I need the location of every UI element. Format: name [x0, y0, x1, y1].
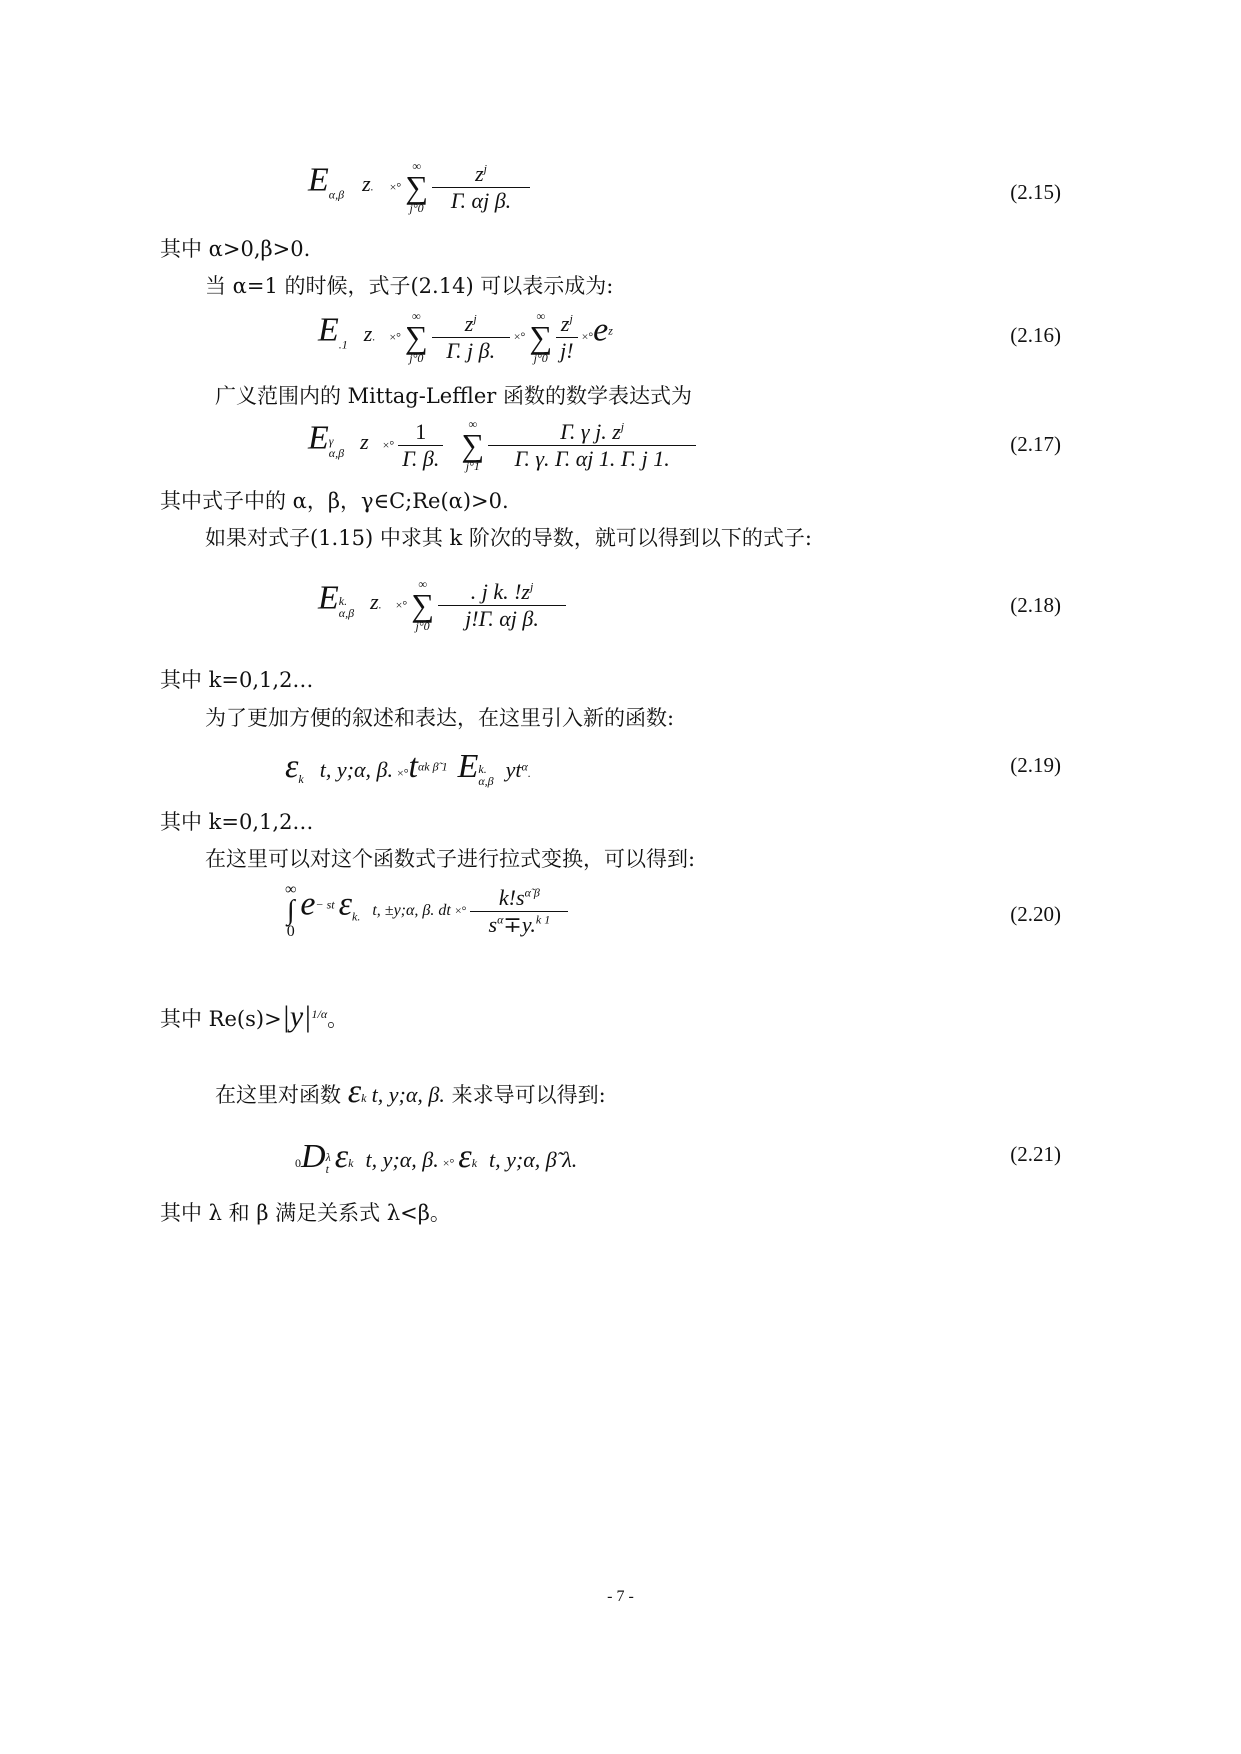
equation-number: (2.20) [1010, 902, 1061, 926]
page-number: - 7 - [607, 1588, 634, 1605]
equation-2-21: 0Dλ t εk t, y;α, β. ×° εk t, y;α, β̃ λ. [295, 1138, 578, 1176]
body-text: 其中 α>0,β>0. [160, 237, 311, 261]
body-text-prefix: 其中 Re(s)> [160, 1007, 282, 1031]
body-text: 其中 k=0,1,2… [160, 810, 314, 834]
equation-number: (2.19) [1010, 753, 1061, 777]
equation-2-20: ∞ ∫ 0 $e^{- st}$ $\varepsilon_{k.}$ t, ±y;α, β. dt ×° $\frac{k!s^{\alphã \beta}}{s^\alpha\mp y.^{k 1}}$ [285, 884, 985, 938]
body-text-suffix: 来求导可以得到: [451, 1083, 606, 1107]
body-text [215, 1073, 606, 1111]
equation-2-18: Ek. α,β z. ×° ∞ ∑ j°0 $\frac{. j k. !z^j}{\text{j!Γ. αj β.}}$ [318, 578, 1018, 632]
equation-number: (2.18) [1010, 593, 1061, 617]
body-text: 广义范围内的 Mittag-Leffler 函数的数学表达式为 [215, 384, 692, 408]
body-text: 为了更加方便的叙述和表达，在这里引入新的函数: [205, 706, 675, 730]
body-text: 其中 k=0,1,2… [160, 668, 314, 692]
equation-2-15: $E_{\alpha,\beta}$ z. ×° ∞ ∑ j°0 $\frac{z^j}{\text{Γ. αj β.}}$ [308, 160, 1008, 214]
body-text: 当 α=1 的时候，式子(2.14) 可以表示成为: [205, 274, 614, 298]
body-text: 其中式子中的 α，β，γ∈C;Re(α)>0. [160, 489, 509, 513]
body-text [160, 1000, 348, 1034]
equation-2-17: Eγ α,β z ×° $\frac{1}{\Gamma. \beta.}$ ∞ ∑ j°1 $\frac{\Gamma. \gamma j. z^j}{\Gamma. \gamma. \Gamma. \alpha j 1. \Gamma. j 1.}$ [308, 418, 1008, 472]
equation-2-19: $\varepsilon_k$ t, y;α, β. $\times^\circ t^{\alpha k \betã 1}$ Ek. α,β $yt^\alpha$. [285, 748, 531, 788]
equation-number: (2.21) [1010, 1142, 1061, 1166]
body-text-suffix: 。 [327, 1007, 349, 1031]
body-text: 如果对式子(1.15) 中求其 k 阶次的导数，就可以得到以下的式子: [205, 526, 812, 550]
body-text-prefix: 在这里对函数 [215, 1083, 341, 1107]
body-text: 其中 λ 和 β 满足关系式 λ<β。 [160, 1201, 451, 1225]
inline-math: 1/α [311, 1007, 328, 1021]
equation-number: (2.17) [1010, 432, 1061, 456]
body-text: 在这里可以对这个函数式子进行拉式变换，可以得到: [205, 847, 696, 871]
inline-math: εk t, y;α, β. [347, 1073, 445, 1110]
equation-number: (2.15) [1010, 180, 1061, 204]
inline-math: |y| [281, 1000, 312, 1033]
equation-2-16: $E_{.1}$ z. ×° ∞ ∑ j°0 $\frac{z^j}{\text{Γ. j β.}}$ ×° ∞ ∑ j°0 $\frac{z^j}{j!}$ $\times^\circ e^z$ [318, 309, 613, 365]
equation-number: (2.16) [1010, 323, 1061, 347]
